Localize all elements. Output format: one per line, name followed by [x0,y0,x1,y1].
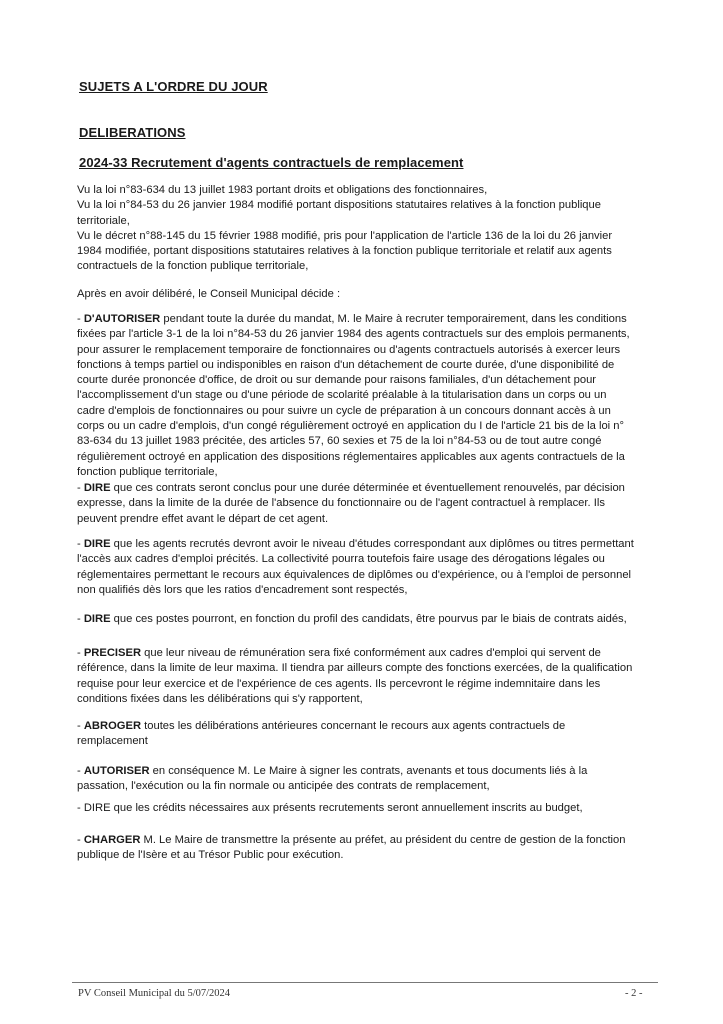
item-prefix: - [77,834,84,846]
vu-line-1: Vu la loi n°83-634 du 13 juillet 1983 portant droits et obligations des fonctionnaires, [77,184,488,196]
vu-line-3: Vu le décret n°88-145 du 15 février 1988 modifié, pris pour l'application de l'article 136 de la loi du 26 janvier 1984 modifiée, portant dispositions statutaires relatives à la fonction publique territoriale et relatif aux agents contractuels de la fonction publique territoriale, [77,229,613,273]
item-text: M. Le Maire de transmettre la présente au préfet, au président du centre de gestion de la fonction publique de l'Isère et au Trésor Public pour exécution. [77,834,626,862]
decision-item-dire-3 [77,612,637,627]
item-keyword: PRECISER [83,647,142,659]
item-prefix: - [77,313,84,325]
item-prefix: - [77,720,84,732]
decision-item-preciser [77,646,637,707]
item-keyword: DIRE [83,613,111,625]
decision-item-charger [77,833,637,864]
intro-text: Après en avoir délibéré, le Conseil Municipal décide : [77,288,341,300]
footer-document-title: PV Conseil Municipal du 5/07/2024 [78,988,231,999]
item-keyword: AUTORISER [83,765,150,777]
decision-item-abroger [77,719,637,750]
item-keyword: CHARGER [83,834,141,846]
item-text: toutes les délibérations antérieures concernant le recours aux agents contractuels de remplacement [77,720,566,748]
item-text: que les agents recrutés devront avoir le niveau d'études correspondant aux diplômes ou titres permettant l'accès aux cadres d'emploi précités. La collectivité pourra toutefois faire usage des dérogations légales ou réglementaires permettant le recours aux équivalences de diplômes ou d'expérience, ou à l'emploi de personnel non qualifiés dès lors que les ratios d'encadrement sont respectés, [77,538,634,596]
item-prefix: - [77,647,84,659]
item-prefix: - [77,482,84,494]
decision-item-dire-2 [77,537,637,598]
item-keyword: ABROGER [83,720,142,732]
footer-divider [72,982,658,983]
item-prefix: - DIRE que les crédits nécessaires aux présents recrutements seront annuellement inscrits au budget, [77,802,583,814]
decision-item-dire-credits [77,801,637,816]
item-prefix: - [77,765,84,777]
item-text: que leur niveau de rémunération sera fixé conformément aux cadres d'emploi qui servent de référence, dans la limite de leur maxima. Il tiendra par ailleurs compte des fonctions exercées, de la qualification requise pour leur exercice et de l'expérience de ces agents. Ils percevront le régime indemnitaire dans les conditions fixées dans les délibérations qui s'y rapportent, [77,647,633,705]
section-heading-deliberations: DELIBERATIONS [79,125,186,140]
item-prefix: - [77,613,84,625]
item-text: que ces contrats seront conclus pour une durée déterminée et éventuellement renouvelés, par décision expresse, dans la limite de la durée de l'absence du fonctionnaire ou de l'agent contractuel à remplacer. Ils peuvent prendre effet avant le départ de cet agent. [77,482,625,525]
decision-item-dire-1 [77,481,637,527]
decision-item-autoriser [77,312,637,480]
vu-block [77,183,637,275]
item-keyword: DIRE [83,482,111,494]
item-prefix: - [77,538,84,550]
item-text: pendant toute la durée du mandat, M. le Maire à recruter temporairement, dans les conditions fixées par l'article 3-1 de la loi n°84-53 du 26 janvier 1984 des agents contractuels sur des emplois permanents, pour assurer le remplacement temporaire de fonctionnaires ou d'agents contractuels autorisés à exercer leurs fonctions à temps partiel ou indisponibles en raison d'un détachement de courte durée, d'une disponibilité de courte durée prononcée d'office, de droit ou sur demande pour raisons familiales, d'un détachement pour l'accomplissement d'un stage ou d'une période de scolarité préalable à la titularisation dans un corps ou un cadre d'emplois de fonctionnaires ou pour suivre un cycle de préparation à un concours donnant accès à un corps ou un cadre d'emplois, d'un congé régulièrement octroyé en application du I de l'article 21 bis de la loi n° 83-634 du 13 juillet 1983 précitée, des articles 57, 60 sexies et 75 de la loi n°84-53 ou de tout autre congé régulièrement octroyé en application des dispositions réglementaires applicables aux agents contractuels de la fonction publique territoriale, [77,313,630,478]
subject-heading: 2024-33 Recrutement d'agents contractuels de remplacement [79,155,464,170]
item-keyword: DIRE [83,538,111,550]
section-heading-ordre-du-jour: SUJETS A L'ORDRE DU JOUR [79,79,268,94]
page-number: - 2 - [625,988,643,999]
item-text: que ces postes pourront, en fonction du profil des candidats, être pourvus par le biais de contrats aidés, [110,613,627,625]
item-keyword: D'AUTORISER [83,313,161,325]
item-text: en conséquence M. Le Maire à signer les contrats, avenants et tous documents liés à la passation, l'exécution ou la fin normale ou anticipée des contrats de remplacement, [77,765,588,793]
decision-item-autoriser-2 [77,764,637,795]
vu-line-2: Vu la loi n°84-53 du 26 janvier 1984 modifié portant dispositions statutaires relatives à la fonction publique territoriale, [77,199,601,227]
